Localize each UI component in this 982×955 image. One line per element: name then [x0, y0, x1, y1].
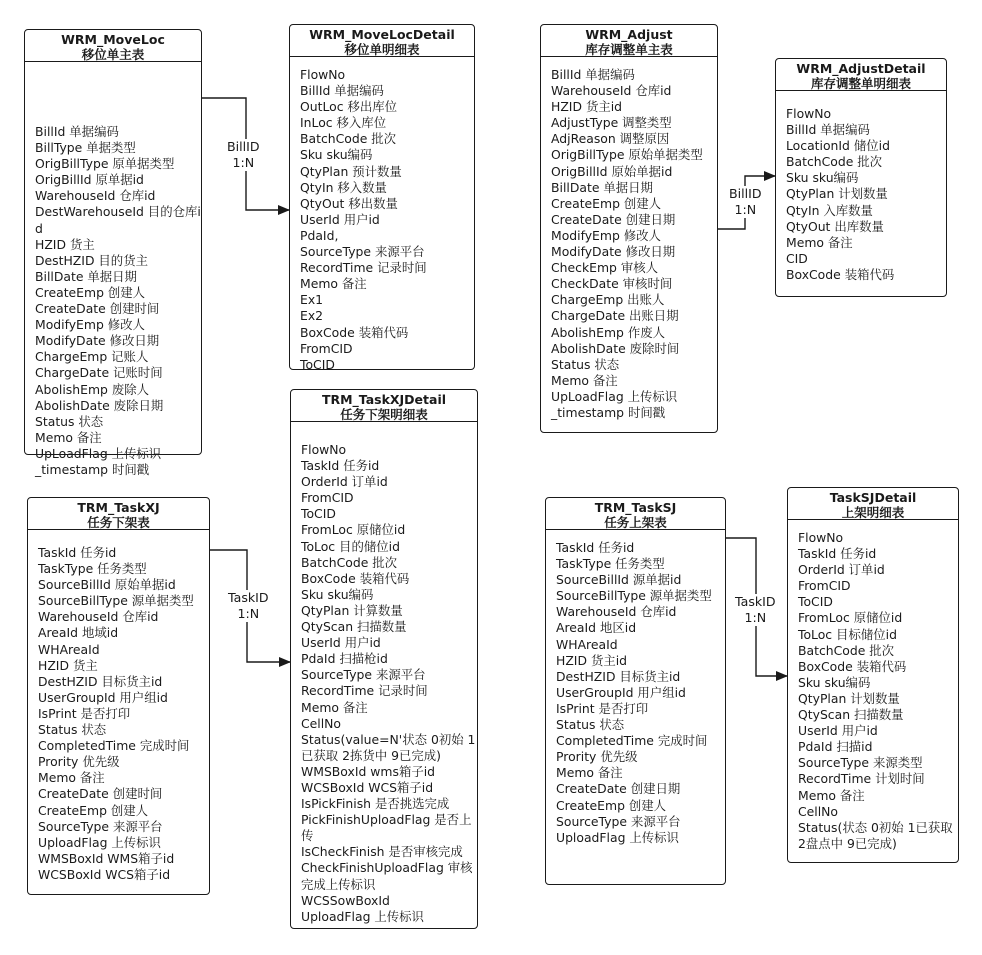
field-row: _timestamp 时间戳 — [551, 404, 666, 420]
field-row: ModifyDate 修改日期 — [35, 333, 160, 349]
field-row: ChargeEmp 出账人 — [551, 292, 665, 308]
field-row: LocationId 储位id — [786, 138, 890, 154]
field-row: WMSBoxId wms箱子id — [301, 763, 436, 779]
field-row: OrigBillId 原单据id — [35, 172, 144, 188]
field-row: Status 状态 — [556, 717, 625, 733]
field-row: BillDate 单据日期 — [551, 179, 653, 195]
field-row: QtyPlan 预计数量 — [300, 163, 402, 179]
field-row: HZID 货主 — [35, 236, 95, 252]
field-row: BillId 单据编码 — [786, 122, 870, 138]
field-row: ChargeEmp 记账人 — [35, 349, 149, 365]
entity-header — [788, 488, 958, 520]
entity-cn-name: 移位单明细表 — [344, 42, 420, 57]
field-row: CheckEmp 审核人 — [551, 260, 658, 276]
entity-name: TRM_TaskSJ — [594, 500, 677, 515]
field-row: AbolishDate 废除日期 — [35, 397, 164, 413]
field-row: CreateEmp 创建人 — [38, 802, 149, 818]
field-row: FromCID — [798, 578, 851, 594]
field-row: AbolishDate 废除时间 — [551, 340, 680, 356]
field-row: Memo 备注 — [786, 234, 853, 250]
entity-header — [290, 25, 474, 57]
field-row: Status 状态 — [38, 722, 107, 738]
field-list — [546, 530, 725, 846]
entity-name: WRM_AdjustDetail — [796, 61, 926, 76]
field-row: UploadFlag 上传标识 — [38, 834, 161, 850]
entity-wrm-adjust — [540, 24, 718, 433]
field-row: UploadFlag 上传标识 — [556, 829, 679, 845]
field-list — [788, 520, 958, 852]
field-row: UpLoadFlag 上传标识 — [551, 388, 678, 404]
field-row: HZID 货主 — [38, 657, 98, 673]
field-row: FromLoc 原储位id — [301, 522, 406, 538]
entity-cn-name: 上架明细表 — [841, 505, 905, 520]
field-row: TaskId 任务id — [556, 540, 635, 555]
field-row: WHAreaId — [38, 641, 100, 657]
field-row: WCSSowBoxId — [301, 892, 390, 908]
entity-header — [28, 498, 209, 530]
field-row: SourceType 来源平台 — [38, 818, 163, 834]
field-list — [290, 57, 474, 373]
field-row: ChargeDate 记账时间 — [35, 365, 163, 381]
field-row: Status 状态 — [551, 356, 620, 372]
relation-label-move — [225, 139, 262, 171]
field-row: Sku sku编码 — [798, 674, 871, 690]
field-row: HZID 货主id — [551, 99, 623, 115]
entity-name: TRM_TaskXJDetail — [321, 392, 447, 407]
field-row: AdjustType 调整类型 — [551, 115, 672, 131]
field-row: FromCID — [300, 340, 353, 356]
field-row: QtyIn 入库数量 — [786, 202, 873, 218]
field-row: QtyPlan 计算数量 — [301, 602, 403, 618]
field-row: IsPrint 是否打印 — [38, 705, 131, 721]
field-row: Memo 备注 — [35, 429, 102, 445]
field-row: PdaId 扫描id — [798, 739, 873, 755]
relation-label-sj — [733, 594, 778, 626]
field-row: DestHZID 目的货主 — [35, 252, 148, 268]
field-row: IsPrint 是否打印 — [556, 700, 649, 716]
field-row: CID — [786, 250, 808, 266]
field-row: InLoc 移入库位 — [300, 115, 387, 131]
field-row: WCSBoxId WCS箱子id — [38, 866, 171, 882]
field-row: ModifyEmp 修改人 — [551, 227, 661, 243]
entity-trm-tasksj — [545, 497, 726, 885]
field-row: Status(状态 0初始 1已获取 2盘点中 9已完成) — [798, 819, 953, 851]
field-row: _timestamp 时间戳 — [35, 461, 150, 477]
entity-header — [541, 25, 717, 57]
field-row: RecordTime 记录时间 — [301, 683, 428, 699]
field-row: ToLoc 目标储位id — [798, 626, 897, 642]
entity-cn-name: 任务下架明细表 — [340, 407, 428, 422]
field-row: CellNo — [798, 803, 839, 819]
field-row: RecordTime 计划时间 — [798, 771, 925, 787]
field-row: QtyPlan 计划数量 — [798, 690, 900, 706]
entity-name: WRM_Adjust — [585, 27, 673, 42]
field-row: CreateEmp 创建人 — [551, 195, 662, 211]
entity-wrm-movelocdetail — [289, 24, 475, 370]
field-row: UploadFlag 上传标识 — [301, 908, 424, 924]
field-row: QtyOut 出库数量 — [786, 218, 884, 234]
entity-wrm-moveloc — [24, 29, 202, 477]
field-row: QtyOut 移出数量 — [300, 195, 398, 211]
entity-header — [776, 59, 946, 91]
entity-name: WRM_MoveLoc — [61, 32, 165, 47]
entity-tasksjdetail — [787, 487, 959, 863]
field-row: QtyIn 移入数量 — [300, 179, 387, 195]
field-row: Memo 备注 — [301, 699, 368, 715]
entity-cn-name: 库存调整单明细表 — [810, 76, 911, 91]
field-row: SourceBillId 源单据id — [556, 572, 682, 588]
field-row: DestHZID 目标货主id — [38, 673, 163, 689]
field-row: CompletedTime 完成时间 — [38, 738, 190, 754]
field-row: UserId 用户id — [300, 211, 380, 227]
field-row: OrigBillType 原单据类型 — [35, 156, 175, 172]
entity-cn-name: 任务上架表 — [604, 515, 667, 530]
field-row: FromCID — [301, 490, 354, 506]
entity-cn-name: 移位单主表 — [81, 47, 145, 62]
field-row: IsPickFinish 是否挑选完成 — [301, 796, 450, 812]
field-row: DestWarehouseId 目的仓库id — [35, 204, 201, 236]
entity-header — [546, 498, 725, 530]
field-row: ToCID — [798, 594, 833, 610]
field-row: Memo 备注 — [300, 276, 367, 292]
field-row: WarehouseId 仓库id — [35, 188, 156, 204]
field-row: Sku sku编码 — [300, 147, 373, 163]
field-row: ToCID — [301, 506, 336, 522]
entity-wrm-adjustdetail — [775, 58, 947, 297]
field-row: AreaId 地区id — [556, 620, 637, 636]
field-row: SourceType 来源平台 — [301, 667, 426, 683]
entity-name: WRM_MoveLocDetail — [309, 27, 455, 42]
field-row: CreateEmp 创建人 — [35, 284, 146, 300]
field-row: FlowNo — [798, 530, 844, 545]
field-row: UserGroupId 用户组id — [556, 684, 686, 700]
entity-header — [291, 390, 477, 422]
field-row: CreateEmp 创建人 — [556, 797, 667, 813]
entity-cn-name: 库存调整单主表 — [585, 42, 673, 57]
relation-cardinality: 1:N — [744, 610, 767, 625]
relation-cardinality: 1:N — [734, 202, 757, 217]
relation-cardinality: 1:N — [232, 155, 255, 170]
field-row: FlowNo — [300, 67, 346, 82]
field-row: ModifyDate 修改日期 — [551, 244, 676, 260]
field-row: Sku sku编码 — [301, 586, 374, 602]
field-row: BoxCode 装箱代码 — [300, 324, 409, 340]
relation-label-adjust — [727, 186, 764, 218]
field-row: CheckFinishUploadFlag 审核完成上传标识 — [301, 860, 473, 892]
relation-key: BillID — [729, 186, 762, 201]
field-row: OrderId 订单id — [798, 562, 885, 578]
entity-header — [25, 30, 201, 62]
field-row: BillDate 单据日期 — [35, 268, 137, 284]
field-row: ModifyEmp 修改人 — [35, 317, 145, 333]
field-row: SourceType 来源平台 — [556, 813, 681, 829]
field-row: WarehouseId 仓库id — [556, 604, 677, 620]
field-row: PdaId, — [300, 227, 339, 243]
relation-label-xj — [226, 590, 271, 622]
field-row: CreateDate 创建日期 — [556, 781, 681, 797]
field-row: UserId 用户id — [301, 635, 381, 651]
field-row: SourceBillType 源单据类型 — [556, 588, 712, 604]
field-row: UserGroupId 用户组id — [38, 689, 168, 705]
field-row: PdaId 扫描枪id — [301, 651, 388, 667]
field-row: QtyScan 扫描数量 — [798, 707, 904, 723]
field-row: BatchCode 批次 — [786, 154, 883, 170]
field-list — [291, 422, 477, 925]
field-row: CompletedTime 完成时间 — [556, 733, 708, 749]
field-row: QtyPlan 计划数量 — [786, 186, 888, 202]
field-row: SourceType 来源类型 — [798, 755, 923, 771]
field-list — [776, 91, 946, 283]
field-row: TaskType 任务类型 — [556, 556, 665, 572]
field-row: BatchCode 批次 — [300, 131, 397, 147]
field-row: Memo 备注 — [38, 770, 105, 786]
field-row: FlowNo — [301, 442, 347, 457]
entity-cn-name: 任务下架表 — [87, 515, 150, 530]
entity-name: TRM_TaskXJ — [77, 500, 160, 515]
relation-key: TaskID — [735, 594, 776, 609]
field-row: WarehouseId 仓库id — [551, 83, 672, 99]
field-row: PickFinishUploadFlag 是否上传 — [301, 812, 472, 844]
field-row: WarehouseId 仓库id — [38, 609, 159, 625]
entity-name: TaskSJDetail — [829, 490, 917, 505]
relation-key: BillID — [227, 139, 260, 154]
field-row: Ex2 — [300, 308, 324, 324]
field-row: ChargeDate 出账日期 — [551, 308, 679, 324]
field-row: OrderId 订单id — [301, 474, 388, 490]
field-row: BillId 单据编码 — [35, 124, 119, 139]
field-row: BatchCode 批次 — [301, 554, 398, 570]
field-row: AbolishEmp 作废人 — [551, 324, 665, 340]
field-row: Memo 备注 — [798, 787, 865, 803]
field-row: BillId 单据编码 — [551, 67, 635, 82]
field-row: WMSBoxId WMS箱子id — [38, 850, 175, 866]
field-row: AdjReason 调整原因 — [551, 131, 670, 147]
field-row: SourceType 来源平台 — [300, 244, 425, 260]
relation-cardinality: 1:N — [237, 606, 260, 621]
field-row: OutLoc 移出库位 — [300, 99, 398, 115]
field-row: BillType 单据类型 — [35, 140, 136, 156]
field-row: TaskType 任务类型 — [38, 561, 147, 577]
field-row: SourceBillType 源单据类型 — [38, 593, 194, 609]
field-row: WCSBoxId WCS箱子id — [301, 779, 434, 795]
field-row: IsCheckFinish 是否审核完成 — [301, 844, 463, 860]
entity-trm-taskxj — [27, 497, 210, 895]
field-row: Memo 备注 — [551, 372, 618, 388]
field-row: BillId 单据编码 — [300, 83, 384, 99]
field-row: Sku sku编码 — [786, 170, 859, 186]
field-row: BatchCode 批次 — [798, 642, 895, 658]
field-row: AbolishEmp 废除人 — [35, 381, 149, 397]
field-row: FromLoc 原储位id — [798, 610, 903, 626]
field-row: Status(value=N'状态 0初始 1已获取 2拣货中 9已完成) — [301, 731, 476, 763]
field-row: BoxCode 装箱代码 — [301, 570, 410, 586]
field-list — [25, 62, 201, 478]
field-row: ToCID — [300, 356, 335, 372]
field-row: WHAreaId — [556, 636, 618, 652]
field-row: CreateDate 创建时间 — [38, 786, 163, 802]
field-row: QtyScan 扫描数量 — [301, 619, 407, 635]
field-row: CellNo — [301, 715, 342, 731]
field-row: CreateDate 创建时间 — [35, 301, 160, 317]
field-row: Memo 备注 — [556, 765, 623, 781]
field-list — [541, 57, 717, 421]
field-row: SourceBillId 原始单据id — [38, 577, 176, 593]
field-list — [28, 530, 209, 883]
entity-trm-taskxjdetail — [290, 389, 478, 929]
field-row: ToLoc 目的储位id — [301, 538, 400, 554]
field-row: DestHZID 目标货主id — [556, 668, 681, 684]
field-row: AreaId 地域id — [38, 625, 119, 641]
field-row: UpLoadFlag 上传标识 — [35, 445, 162, 461]
field-row: OrigBillType 原始单据类型 — [551, 147, 703, 163]
field-row: Prority 优先级 — [38, 754, 120, 770]
field-row: CreateDate 创建日期 — [551, 211, 676, 227]
field-row: TaskId 任务id — [301, 458, 380, 474]
field-row: HZID 货主id — [556, 652, 628, 668]
field-row: Status 状态 — [35, 413, 104, 429]
field-row: BoxCode 装箱代码 — [798, 658, 907, 674]
relation-key: TaskID — [228, 590, 269, 605]
field-row: Prority 优先级 — [556, 749, 638, 765]
field-row: OrigBillId 原始单据id — [551, 163, 673, 179]
field-row: TaskId 任务id — [798, 546, 877, 562]
field-row: UserId 用户id — [798, 723, 878, 739]
field-row: RecordTime 记录时间 — [300, 260, 427, 276]
field-row: BoxCode 装箱代码 — [786, 266, 895, 282]
field-row: TaskId 任务id — [38, 545, 117, 560]
field-row: FlowNo — [786, 106, 832, 121]
field-row: CheckDate 审核时间 — [551, 276, 673, 292]
field-row: Ex1 — [300, 292, 324, 308]
